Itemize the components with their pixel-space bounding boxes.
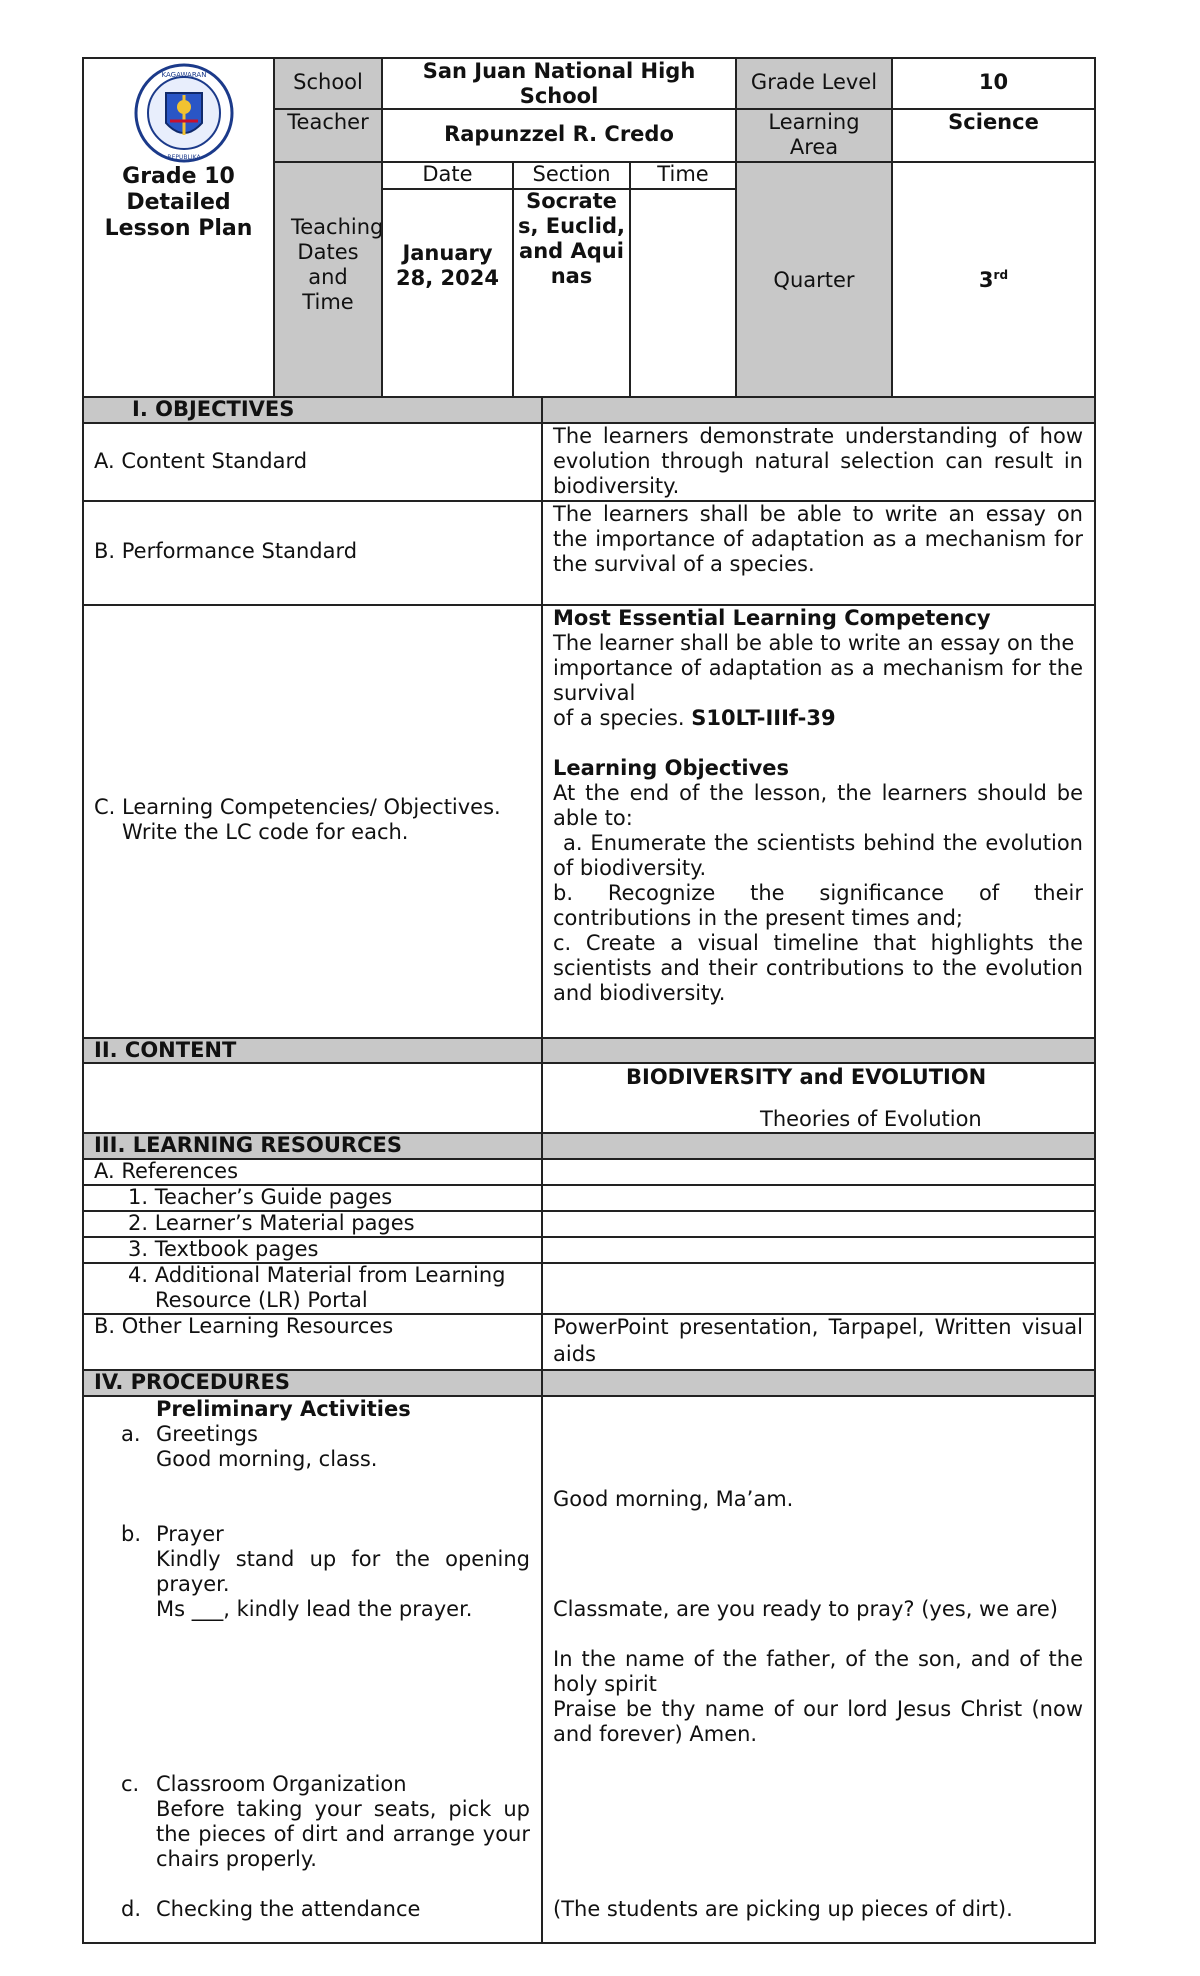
melc-code: S10LT-IIIf-39 — [691, 706, 836, 730]
lm-label: 2. Learner’s Material pages — [128, 1211, 415, 1235]
area-value: Science — [948, 110, 1039, 134]
grade-value: 10 — [978, 70, 1009, 94]
procedures-heading-right — [541, 1369, 1096, 1397]
time-value-cell — [629, 188, 737, 398]
other-resources-label: B. Other Learning Resources — [94, 1314, 394, 1338]
svg-text:KAGAWARAN: KAGAWARAN — [161, 71, 207, 79]
item-b-marker: b. — [121, 1522, 142, 1546]
lr-right — [541, 1262, 1096, 1315]
tb-right — [541, 1236, 1096, 1264]
item-d-marker: d. — [121, 1897, 142, 1921]
item-b-title: Prayer — [156, 1522, 224, 1546]
item-b-response-2: In the name of the father, of the son, and of the holy spirit — [553, 1647, 1083, 1696]
svg-text:REPUBLIKA: REPUBLIKA — [167, 154, 201, 161]
lo-item-b: b. Recognize the significance of their contributions in the present times and; — [553, 881, 1083, 930]
tg-label: 1. Teacher’s Guide pages — [128, 1185, 393, 1209]
references-right — [541, 1158, 1096, 1186]
school-label: School — [293, 70, 363, 94]
content-standard-label: A. Content Standard — [94, 449, 308, 473]
teacher-value: Rapunzzel R. Credo — [444, 122, 674, 146]
time-label: Time — [657, 162, 709, 186]
item-a-text: Good morning, class. — [156, 1447, 378, 1471]
lo-item-c: c. Create a visual timeline that highlights the scientists and their contributions to the evolution and biodiversity. — [553, 931, 1083, 1005]
date-value-cell — [381, 188, 514, 398]
section-label: Section — [532, 162, 611, 186]
lo-intro: At the end of the lesson, the learners should be able to: — [553, 781, 1083, 830]
item-d-response: (The students are picking up pieces of dirt). — [553, 1897, 1013, 1921]
quarter-label: Quarter — [773, 268, 855, 292]
plan-title: Grade 10 Detailed Lesson Plan — [104, 164, 253, 241]
grade-label: Grade Level — [750, 70, 878, 94]
item-b-text-1: Kindly stand up for the opening prayer. — [156, 1547, 530, 1596]
area-label: Learning Area — [768, 110, 860, 159]
item-a-response: Good morning, Ma’am. — [553, 1487, 794, 1511]
melc-heading: Most Essential Learning Competency — [553, 606, 991, 630]
melc-line-3: of a species. S10LT-IIIf-39 — [553, 706, 836, 730]
lo-item-a: a. Enumerate the scientists behind the evolution of biodiversity. — [553, 831, 1083, 880]
objectives-heading-right — [541, 396, 1096, 424]
item-c-marker: c. — [121, 1772, 140, 1796]
date-label: Date — [422, 162, 473, 186]
performance-standard-label: B. Performance Standard — [94, 539, 358, 563]
item-b-response-3: Praise be thy name of our lord Jesus Christ (now and forever) Amen. — [553, 1697, 1083, 1746]
dates-label: Teaching Dates and Time — [291, 215, 384, 314]
lr-label: 4. Additional Material from Learning Resource (LR) Portal — [128, 1263, 506, 1312]
lm-right — [541, 1210, 1096, 1238]
competencies-text — [553, 606, 1083, 1006]
resources-heading-right — [541, 1132, 1096, 1160]
item-b-response-1: Classmate, are you ready to pray? (yes, we are) — [553, 1597, 1058, 1621]
performance-standard-text: The learners shall be able to write an essay on the importance of adaptation as a mechanism for the survival of a species. — [553, 502, 1083, 576]
item-a-title: Greetings — [156, 1422, 258, 1446]
content-subtopic: Theories of Evolution — [760, 1107, 982, 1131]
date-value: January 28, 2024 — [396, 241, 499, 290]
section-value: Socrates, Euclid, and Aquinas — [518, 189, 625, 288]
procedures-heading: IV. PROCEDURES — [94, 1370, 290, 1394]
content-heading: II. CONTENT — [94, 1038, 237, 1062]
quarter-value: 3rd — [978, 268, 1009, 292]
tg-right — [541, 1184, 1096, 1212]
resources-heading: III. LEARNING RESOURCES — [94, 1133, 402, 1157]
other-resources-value: PowerPoint presentation, Tarpapel, Written visual aids — [553, 1315, 1083, 1366]
competencies-label: C. Learning Competencies/ Objectives. Write the LC code for each. — [94, 795, 501, 844]
item-a-marker: a. — [121, 1422, 141, 1446]
prelim-heading: Preliminary Activities — [156, 1397, 411, 1421]
lo-heading: Learning Objectives — [553, 756, 790, 780]
item-b-text-2: Ms ___, kindly lead the prayer. — [156, 1597, 473, 1621]
content-standard-text: The learners demonstrate understanding of how evolution through natural selection can result in biodiversity. — [553, 424, 1083, 498]
item-d-title: Checking the attendance — [156, 1897, 421, 1921]
item-c-title: Classroom Organization — [156, 1772, 407, 1796]
content-heading-right — [541, 1037, 1096, 1064]
deped-seal-icon — [126, 63, 242, 163]
item-c-text: Before taking your seats, pick up the pieces of dirt and arrange your chairs properly. — [156, 1797, 530, 1871]
teacher-label: Teacher — [287, 110, 369, 134]
objectives-heading: I. OBJECTIVES — [132, 397, 295, 421]
tb-label: 3. Textbook pages — [128, 1237, 319, 1261]
content-topic: BIODIVERSITY and EVOLUTION — [626, 1065, 987, 1089]
melc-line-2: importance of adaptation as a mechanism for the survival — [553, 656, 1083, 705]
melc-line-1: The learner shall be able to write an essay on the — [553, 631, 1075, 655]
content-body-left — [82, 1062, 543, 1134]
references-label: A. References — [94, 1159, 239, 1183]
school-value: San Juan National High School — [422, 59, 696, 108]
